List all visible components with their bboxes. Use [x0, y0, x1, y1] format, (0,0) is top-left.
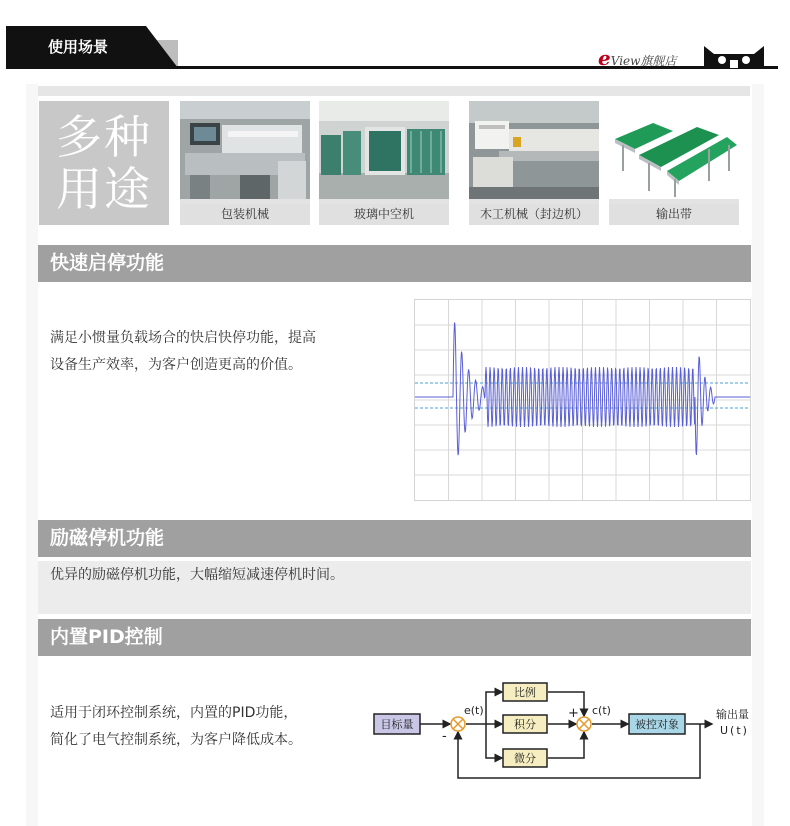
pid-target-label: 目标量 [380, 718, 414, 731]
section-title-excitation-stop: 励磁停机功能 [38, 520, 751, 557]
pid-plus-sign: + [568, 706, 579, 721]
use-card-glass [319, 101, 449, 225]
use-caption: 玻璃中空机 [319, 204, 449, 225]
pid-block-diagram [370, 680, 762, 792]
use-card-woodworking [469, 101, 599, 225]
pid-control-label: c(t) [592, 704, 611, 717]
pid-output-signal: U(t) [720, 724, 749, 737]
conveyor-belt-image [609, 101, 739, 199]
pid-p-label: 比例 [514, 686, 536, 699]
use-caption: 包装机械 [180, 204, 310, 225]
section-title-fast-start-stop: 快速启停功能 [38, 245, 751, 282]
fast-start-stop-line1: 满足小惯量负载场合的快启快停功能，提高 [50, 330, 316, 346]
tmall-cat-icon [702, 40, 766, 68]
header-bar [0, 0, 790, 72]
excitation-stop-text: 优异的励磁停机功能，大幅缩短减速停机时间。 [50, 567, 344, 583]
builtin-pid-line1: 适用于闭环控制系统，内置的PID功能， [50, 705, 298, 721]
woodworking-machine-image [469, 101, 599, 199]
builtin-pid-text [50, 700, 370, 754]
pid-i-label: 积分 [514, 718, 536, 731]
use-caption: 木工机械（封边机） [469, 204, 599, 225]
multi-use-tile [39, 101, 169, 225]
pid-output-label: 输出量 [716, 708, 749, 721]
shop-logo[interactable] [598, 46, 676, 70]
oscilloscope-waveform [414, 299, 751, 501]
shop-logo-store: 旗舰店 [640, 54, 677, 68]
pid-minus-sign: - [442, 729, 447, 744]
shop-logo-letter: e [598, 46, 611, 70]
fast-start-stop-line2: 设备生产效率，为客户创造更高的价值。 [50, 357, 302, 373]
use-card-conveyor [609, 101, 739, 225]
builtin-pid-line2: 简化了电气控制系统，为客户降低成本。 [50, 732, 302, 748]
pid-error-label: e(t) [464, 704, 484, 717]
packaging-machine-image [180, 101, 310, 199]
section-tab-label: 使用场景 [48, 38, 109, 56]
pid-d-label: 微分 [514, 752, 536, 765]
use-caption: 输出带 [609, 204, 739, 225]
section-title-builtin-pid: 内置PID控制 [38, 619, 751, 656]
multi-use-line1: 多种 [56, 110, 152, 164]
fast-start-stop-text [50, 325, 380, 379]
multi-use-line2: 用途 [56, 162, 152, 216]
waveform-plot [415, 300, 750, 500]
use-card-packaging [180, 101, 310, 225]
uses-top-strip [38, 86, 750, 96]
glass-machine-image [319, 101, 449, 199]
pid-plant-label: 被控对象 [635, 718, 679, 731]
shop-logo-word: View [610, 54, 641, 68]
